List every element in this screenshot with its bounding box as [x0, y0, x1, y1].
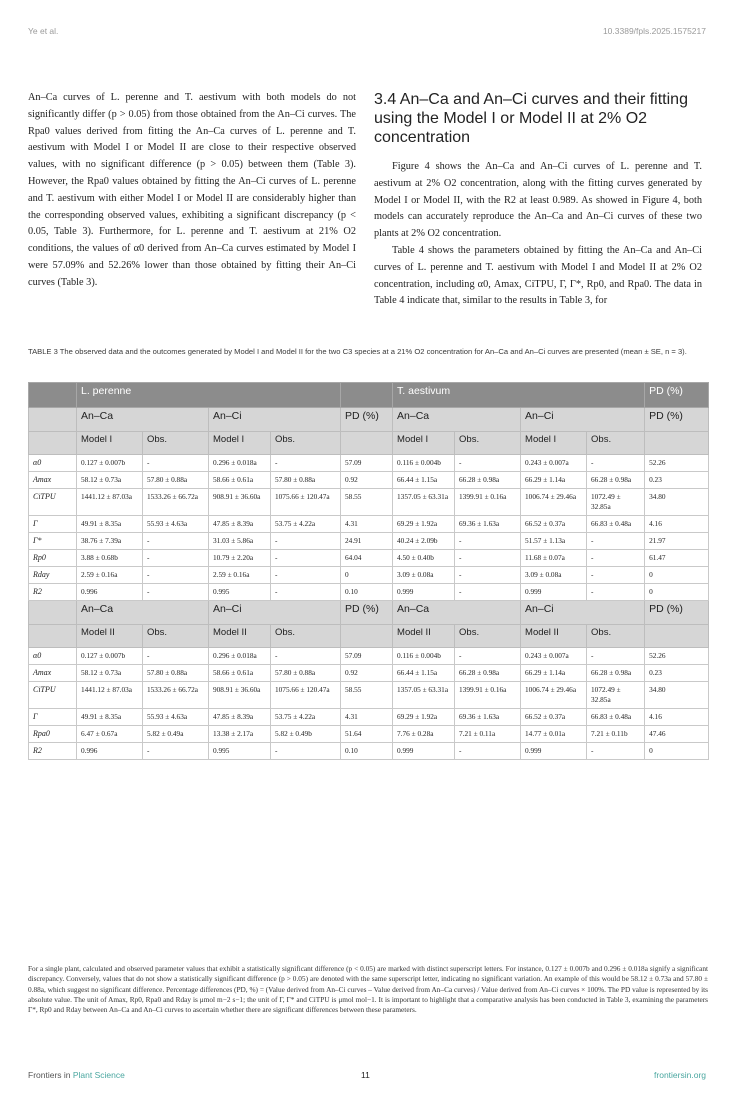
value-cell: -	[271, 455, 341, 472]
table-row	[29, 472, 709, 489]
parameter-cell: Γ	[29, 709, 77, 726]
obs-header: Obs.	[143, 432, 209, 455]
model-header: Model I	[77, 432, 143, 455]
author-header: Ye et al.	[28, 26, 59, 36]
model-header: Model I	[521, 432, 587, 455]
anci-header: An–Ci	[521, 408, 645, 432]
table-footnote: For a single plant, calculated and observed parameter values that exhibit a statistically significant difference (p < 0.05) are marked with distinct superscript letters. For instance, 0.127 ± 0.007b and 0.296 ± 0.018a signify a significant discrepancy. Conversely, values that do not show a statistically significant difference (p > 0.05) are denoted with the same superscript letter, indicating no significant variation. An example of this would be 58.12 ± 0.73a and 57.80 ± 0.88a, which suggest no significant difference. Percentage differences (PD, %) = (Value derived from An–Ci curves – Value derived from An–Ca curves) / Value derived from An–Ci curves × 100%. The PD value is represented by its absolute value. The unit of Amax, Rp0, Rpa0 and Rday is μmol m−2 s−1; the unit of Γ, Γ* and CiTPU is μmol mol−1. It is important to highlight that a comparative analysis has been conducted in Table 3, examining the parameters Γ*, Rp0 and Rday between An–Ca and An–Ci curves to ascertain whether there are significant differences between these parameters.	[28, 964, 708, 1015]
value-cell: 66.28 ± 0.98a	[455, 472, 521, 489]
value-cell: 58.55	[341, 682, 393, 709]
value-cell: 3.88 ± 0.68b	[77, 550, 143, 567]
right-column	[374, 90, 702, 310]
blank-cell	[341, 432, 393, 455]
parameter-cell: Rp0	[29, 550, 77, 567]
value-cell: -	[587, 584, 645, 601]
value-cell: 3.09 ± 0.08a	[393, 567, 455, 584]
value-cell: 34.80	[645, 489, 709, 516]
value-cell: 4.31	[341, 709, 393, 726]
site-link[interactable]: frontiersin.org	[654, 1070, 706, 1080]
anca-header: An–Ca	[393, 601, 521, 625]
value-cell: 1399.91 ± 0.16a	[455, 682, 521, 709]
table-row	[29, 743, 709, 760]
value-cell: 1399.91 ± 0.16a	[455, 489, 521, 516]
value-cell: -	[455, 584, 521, 601]
value-cell: 5.82 ± 0.49a	[143, 726, 209, 743]
page-footer	[28, 1070, 706, 1080]
value-cell: 7.76 ± 0.28a	[393, 726, 455, 743]
value-cell: 4.31	[341, 516, 393, 533]
value-cell: 0.999	[521, 743, 587, 760]
parameter-cell: Amax	[29, 665, 77, 682]
value-cell: 66.83 ± 0.48a	[587, 709, 645, 726]
value-cell: -	[587, 455, 645, 472]
value-cell: 1075.66 ± 120.47a	[271, 682, 341, 709]
model-header: Model II	[521, 625, 587, 648]
value-cell: 10.79 ± 2.20a	[209, 550, 271, 567]
anca-header: An–Ca	[77, 408, 209, 432]
value-cell: 40.24 ± 2.09b	[393, 533, 455, 550]
value-cell: 2.59 ± 0.16a	[77, 567, 143, 584]
value-cell: 52.26	[645, 648, 709, 665]
value-cell: 4.50 ± 0.40b	[393, 550, 455, 567]
value-cell: 2.59 ± 0.16a	[209, 567, 271, 584]
pd-header: PD (%)	[645, 601, 709, 625]
value-cell: 1006.74 ± 29.46a	[521, 682, 587, 709]
value-cell: 0.92	[341, 665, 393, 682]
value-cell: 66.29 ± 1.14a	[521, 472, 587, 489]
value-cell: -	[587, 550, 645, 567]
species-taestivum-header: T. aestivum	[393, 383, 645, 408]
value-cell: -	[143, 567, 209, 584]
obs-header: Obs.	[455, 625, 521, 648]
value-cell: 57.80 ± 0.88a	[143, 472, 209, 489]
value-cell: -	[455, 567, 521, 584]
value-cell: 57.80 ± 0.88a	[271, 472, 341, 489]
parameter-cell: CiTPU	[29, 489, 77, 516]
corner-cell	[29, 408, 77, 432]
corner-cell	[29, 383, 77, 408]
value-cell: 69.36 ± 1.63a	[455, 709, 521, 726]
value-cell: 49.91 ± 8.35a	[77, 516, 143, 533]
value-cell: 58.12 ± 0.73a	[77, 472, 143, 489]
value-cell: 14.77 ± 0.01a	[521, 726, 587, 743]
value-cell: 58.66 ± 0.61a	[209, 665, 271, 682]
value-cell: 4.16	[645, 516, 709, 533]
value-cell: 64.04	[341, 550, 393, 567]
value-cell: 0.999	[393, 584, 455, 601]
obs-header: Obs.	[587, 625, 645, 648]
value-cell: 49.91 ± 8.35a	[77, 709, 143, 726]
value-cell: -	[587, 743, 645, 760]
corner-cell	[29, 625, 77, 648]
value-cell: 24.91	[341, 533, 393, 550]
parameter-cell: Rpa0	[29, 726, 77, 743]
value-cell: -	[143, 648, 209, 665]
value-cell: 1006.74 ± 29.46a	[521, 489, 587, 516]
paragraph-table4: Table 4 shows the parameters obtained by fitting the An–Ca and An–Ci curves of L. perenne and T. aestivum with Model I and Model II at 2% O2 concentration, including α0, Amax, CiTPU, Γ, Γ*, Rp0, and Rpa0. The data in Table 4 indicate that, similar to the results in Table 3, for	[374, 244, 702, 307]
pd-header: PD (%)	[341, 601, 393, 625]
parameter-cell: R2	[29, 743, 77, 760]
section-heading: 3.4 An–Ca and An–Ci curves and their fitting using the Model I or Model II at 2% O2 concentration	[374, 91, 688, 146]
model-header: Model I	[393, 432, 455, 455]
value-cell: 66.44 ± 1.15a	[393, 472, 455, 489]
parameter-cell: α0	[29, 648, 77, 665]
value-cell: 0.10	[341, 584, 393, 601]
model-header: Model II	[77, 625, 143, 648]
parameter-cell: Rday	[29, 567, 77, 584]
journal-name: Frontiers in Plant Science	[28, 1070, 125, 1080]
value-cell: 38.76 ± 7.39a	[77, 533, 143, 550]
value-cell: 66.52 ± 0.37a	[521, 709, 587, 726]
anca-header: An–Ca	[393, 408, 521, 432]
value-cell: 53.75 ± 4.22a	[271, 516, 341, 533]
value-cell: -	[587, 567, 645, 584]
value-cell: -	[455, 455, 521, 472]
value-cell: 57.09	[341, 648, 393, 665]
blank-cell	[645, 432, 709, 455]
value-cell: 1072.49 ± 32.85a	[587, 682, 645, 709]
value-cell: -	[143, 533, 209, 550]
value-cell: 66.83 ± 0.48a	[587, 516, 645, 533]
value-cell: 0.23	[645, 472, 709, 489]
paragraph-figure4: Figure 4 shows the An–Ca and An–Ci curves of L. perenne and T. aestivum at 2% O2 concentration, along with the fitting curves generated by Model I or Model II, with the R2 at least 0.989. As showed in Figure 4, both models can accurately reproduce the An–Ca and An–Ci curves of these two plants at 2% O2 concentration.	[374, 161, 702, 240]
value-cell: 53.75 ± 4.22a	[271, 709, 341, 726]
value-cell: -	[455, 648, 521, 665]
table-row	[29, 648, 709, 665]
value-cell: 55.93 ± 4.63a	[143, 516, 209, 533]
value-cell: -	[455, 743, 521, 760]
value-cell: 58.66 ± 0.61a	[209, 472, 271, 489]
value-cell: 11.68 ± 0.07a	[521, 550, 587, 567]
value-cell: 0.999	[393, 743, 455, 760]
value-cell: 7.21 ± 0.11a	[455, 726, 521, 743]
value-cell: 58.55	[341, 489, 393, 516]
left-column-text: An–Ca curves of L. perenne and T. aestivum with both models do not significantly differ (p > 0.05) from those obtained from the An–Ci curves. The Rpa0 values derived from fitting the An–Ca curves of L. perenne and T. aestivum with Model I or Model II are close to their respective observed values, with no significant difference (p > 0.05) between them (Table 3). However, the Rpa0 values obtained by fitting the An–Ci curves of L. perenne and T. aestivum with either Model I or Model II are considerably higher than the corresponding observed values, exhibiting a significant discrepancy (p < 0.05, Table 3). Furthermore, for L. perenne and T. aestivum at 21% O2 conditions, the values of α0 derived from An–Ca curves estimated by Model I were 57.09% and 52.26% lower than those obtained by fitting their An–Ci curves (Table 3).	[28, 92, 356, 288]
value-cell: -	[271, 533, 341, 550]
value-cell: 55.93 ± 4.63a	[143, 709, 209, 726]
value-cell: 47.85 ± 8.39a	[209, 709, 271, 726]
value-cell: 69.29 ± 1.92a	[393, 709, 455, 726]
value-cell: 0.996	[77, 743, 143, 760]
value-cell: -	[455, 533, 521, 550]
value-cell: -	[587, 533, 645, 550]
value-cell: 66.28 ± 0.98a	[587, 665, 645, 682]
table-row	[29, 726, 709, 743]
table-row	[29, 665, 709, 682]
parameter-cell: α0	[29, 455, 77, 472]
value-cell: 0	[645, 584, 709, 601]
value-cell: 0.995	[209, 584, 271, 601]
table-row	[29, 533, 709, 550]
value-cell: 51.64	[341, 726, 393, 743]
value-cell: 31.03 ± 5.86a	[209, 533, 271, 550]
table-row	[29, 567, 709, 584]
value-cell: 5.82 ± 0.49b	[271, 726, 341, 743]
obs-header: Obs.	[587, 432, 645, 455]
value-cell: 66.29 ± 1.14a	[521, 665, 587, 682]
value-cell: 1533.26 ± 66.72a	[143, 682, 209, 709]
value-cell: 66.28 ± 0.98a	[587, 472, 645, 489]
anci-header: An–Ci	[209, 601, 341, 625]
value-cell: 58.12 ± 0.73a	[77, 665, 143, 682]
spacer-cell	[341, 383, 393, 408]
table-3	[28, 382, 709, 760]
corner-cell	[29, 601, 77, 625]
value-cell: 0.996	[77, 584, 143, 601]
value-cell: 0.999	[521, 584, 587, 601]
value-cell: 0.116 ± 0.004b	[393, 455, 455, 472]
table-row	[29, 584, 709, 601]
value-cell: -	[143, 550, 209, 567]
value-cell: 3.09 ± 0.08a	[521, 567, 587, 584]
pd-header: PD (%)	[645, 383, 709, 408]
table-row	[29, 601, 709, 625]
parameter-cell: Amax	[29, 472, 77, 489]
value-cell: 7.21 ± 0.11b	[587, 726, 645, 743]
value-cell: 0.243 ± 0.007a	[521, 648, 587, 665]
value-cell: -	[271, 584, 341, 601]
anca-header: An–Ca	[77, 601, 209, 625]
anci-header: An–Ci	[209, 408, 341, 432]
value-cell: 47.46	[645, 726, 709, 743]
parameter-cell: Γ*	[29, 533, 77, 550]
value-cell: 66.44 ± 1.15a	[393, 665, 455, 682]
model-header: Model II	[209, 625, 271, 648]
table-row	[29, 455, 709, 472]
value-cell: 0.127 ± 0.007b	[77, 455, 143, 472]
value-cell: 908.91 ± 36.60a	[209, 489, 271, 516]
table-row	[29, 682, 709, 709]
value-cell: 51.57 ± 1.13a	[521, 533, 587, 550]
value-cell: 57.80 ± 0.88a	[271, 665, 341, 682]
obs-header: Obs.	[143, 625, 209, 648]
obs-header: Obs.	[455, 432, 521, 455]
blank-cell	[341, 625, 393, 648]
obs-header: Obs.	[271, 432, 341, 455]
value-cell: -	[587, 648, 645, 665]
value-cell: 66.52 ± 0.37a	[521, 516, 587, 533]
anci-header: An–Ci	[521, 601, 645, 625]
value-cell: 13.38 ± 2.17a	[209, 726, 271, 743]
value-cell: 0.296 ± 0.018a	[209, 648, 271, 665]
value-cell: 1075.66 ± 120.47a	[271, 489, 341, 516]
value-cell: 1072.49 ± 32.85a	[587, 489, 645, 516]
page-header	[28, 26, 706, 36]
value-cell: 0.995	[209, 743, 271, 760]
parameter-cell: CiTPU	[29, 682, 77, 709]
value-cell: -	[271, 550, 341, 567]
table-row	[29, 489, 709, 516]
value-cell: -	[271, 567, 341, 584]
corner-cell	[29, 432, 77, 455]
table-row	[29, 516, 709, 533]
value-cell: 21.97	[645, 533, 709, 550]
table-row	[29, 550, 709, 567]
value-cell: 1357.05 ± 63.31a	[393, 489, 455, 516]
pd-header: PD (%)	[645, 408, 709, 432]
pd-header: PD (%)	[341, 408, 393, 432]
value-cell: 4.16	[645, 709, 709, 726]
value-cell: 69.29 ± 1.92a	[393, 516, 455, 533]
value-cell: 6.47 ± 0.67a	[77, 726, 143, 743]
value-cell: -	[271, 648, 341, 665]
value-cell: -	[143, 584, 209, 601]
value-cell: 61.47	[645, 550, 709, 567]
obs-header: Obs.	[271, 625, 341, 648]
value-cell: 0.127 ± 0.007b	[77, 648, 143, 665]
value-cell: 0.296 ± 0.018a	[209, 455, 271, 472]
parameter-cell: Γ	[29, 516, 77, 533]
doi-header: 10.3389/fpls.2025.1575217	[602, 26, 706, 36]
value-cell: 69.36 ± 1.63a	[455, 516, 521, 533]
table-row	[29, 408, 709, 432]
model-header: Model II	[393, 625, 455, 648]
value-cell: 0.92	[341, 472, 393, 489]
table-caption: TABLE 3 The observed data and the outcomes generated by Model I and Model II for the two C3 species at a 21% O2 concentration for An–Ca and An–Ci curves are presented (mean ± SE, n = 3).	[28, 347, 687, 356]
value-cell: 34.80	[645, 682, 709, 709]
value-cell: 0.243 ± 0.007a	[521, 455, 587, 472]
value-cell: 0.116 ± 0.004b	[393, 648, 455, 665]
value-cell: 0	[341, 567, 393, 584]
parameter-cell: R2	[29, 584, 77, 601]
value-cell: 908.91 ± 36.60a	[209, 682, 271, 709]
value-cell: 57.80 ± 0.88a	[143, 665, 209, 682]
value-cell: 47.85 ± 8.39a	[209, 516, 271, 533]
page-number: 11	[361, 1070, 370, 1080]
value-cell: 1441.12 ± 87.03a	[77, 489, 143, 516]
table-row	[29, 383, 709, 408]
value-cell: 66.28 ± 0.98a	[455, 665, 521, 682]
value-cell: 57.09	[341, 455, 393, 472]
value-cell: -	[143, 455, 209, 472]
table-row	[29, 709, 709, 726]
species-lperenne-header: L. perenne	[77, 383, 341, 408]
model-header: Model I	[209, 432, 271, 455]
value-cell: 0	[645, 567, 709, 584]
blank-cell	[645, 625, 709, 648]
value-cell: 0.23	[645, 665, 709, 682]
value-cell: 0	[645, 743, 709, 760]
value-cell: 52.26	[645, 455, 709, 472]
table-row	[29, 625, 709, 648]
value-cell: -	[271, 743, 341, 760]
value-cell: -	[143, 743, 209, 760]
value-cell: -	[455, 550, 521, 567]
table-row	[29, 432, 709, 455]
value-cell: 1441.12 ± 87.03a	[77, 682, 143, 709]
value-cell: 1357.05 ± 63.31a	[393, 682, 455, 709]
value-cell: 1533.26 ± 66.72a	[143, 489, 209, 516]
value-cell: 0.10	[341, 743, 393, 760]
